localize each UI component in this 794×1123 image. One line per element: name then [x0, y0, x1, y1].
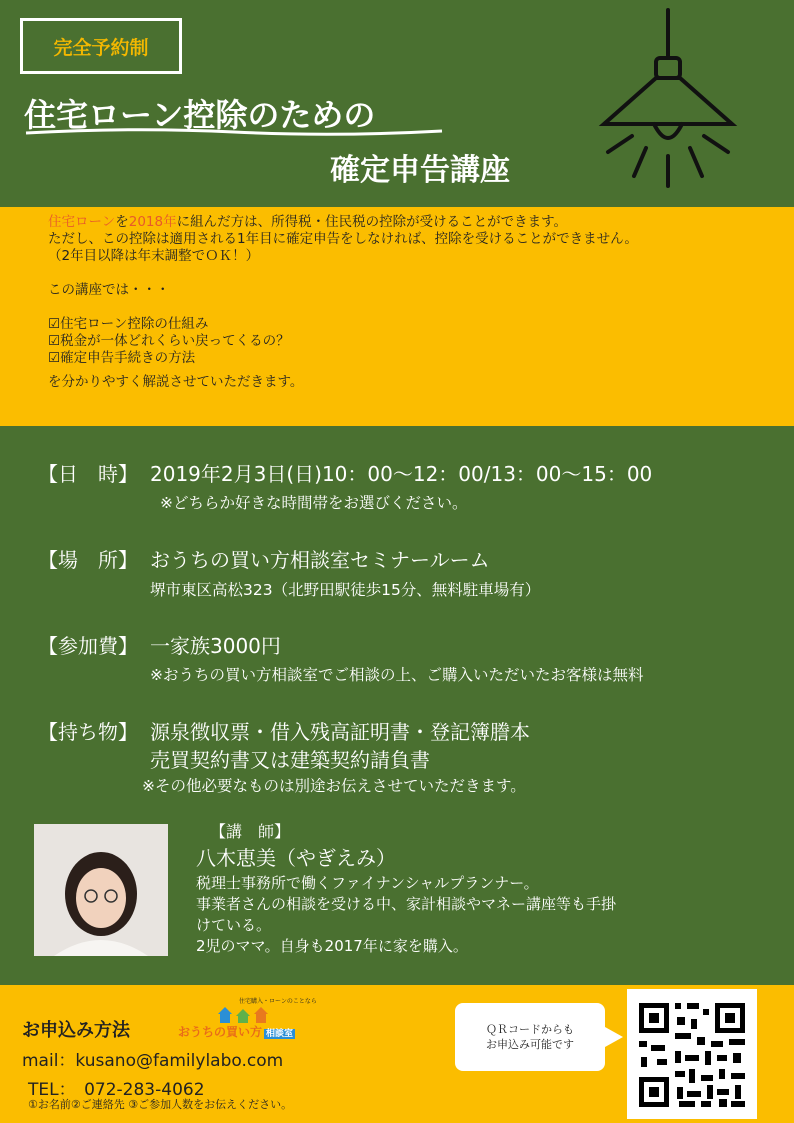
intro-line2: ただし、この控除は適用される1年目に確定申告をしなければ、控除を受けることができません。 — [48, 231, 638, 247]
items-label: 【持ち物】 — [38, 720, 138, 744]
lamp-icon — [596, 6, 746, 196]
highlight-year: 2018年 — [128, 214, 177, 230]
date-label: 【日 時】 — [38, 462, 138, 486]
qr-callout-line2: お申込み可能です — [486, 1038, 574, 1051]
fee-value: 一家族3000円 — [150, 634, 281, 658]
lecturer-name: 八木恵美（やぎえみ） — [196, 846, 396, 870]
company-logo — [178, 996, 338, 1040]
badge-text: 完全予約制 — [53, 36, 149, 59]
items-note: ※その他必要なものは別途お伝えさせていただきます。 — [142, 777, 526, 795]
logo-sub-text: 相談室 — [266, 1029, 294, 1039]
title-line2: 確定申告講座 — [330, 153, 510, 188]
qr-callout-line1: ＱＲコードからも — [486, 1023, 574, 1036]
title-underline — [24, 126, 444, 138]
contact-note: ①お名前②ご連絡先 ③ご参加人数をお伝えください。 — [28, 1098, 293, 1111]
intro-closing: を分かりやすく解説させていただきます。 — [48, 374, 304, 390]
date-note: ※どちらか好きな時間帯をお選びください。 — [160, 494, 468, 512]
intro-text: を — [115, 214, 129, 230]
intro-line3: （2年目以降は年末調整でＯＫ！） — [48, 248, 260, 264]
bio-line: 税理士事務所で働くファイナンシャルプランナー。 — [196, 874, 539, 892]
qr-code-icon — [627, 989, 757, 1119]
qr-callout — [455, 1003, 605, 1071]
intro-line1 — [48, 214, 794, 231]
lecturer-bio — [196, 873, 616, 957]
reservation-badge — [20, 18, 182, 74]
contact-tel[interactable]: TEL： 072-283-4062 — [28, 1080, 205, 1100]
check-item: ☑税金が一体どれくらい戻ってくるの？ — [48, 333, 290, 349]
contact-mail[interactable]: mail：kusano@familylabo.com — [22, 1051, 284, 1071]
check-item: ☑住宅ローン控除の仕組み — [48, 316, 209, 332]
bio-line: 事業者さんの相談を受ける中、家計相談やマネー講座等も手掛 — [196, 895, 617, 913]
fee-label: 【参加費】 — [38, 634, 138, 658]
place-label: 【場 所】 — [38, 548, 138, 572]
highlight-loan: 住宅ローン — [48, 214, 116, 230]
title-line1: 住宅ローン控除のための — [24, 96, 376, 134]
place-value: おうちの買い方相談室セミナールーム — [150, 548, 490, 572]
bio-line: けている。 — [196, 916, 272, 934]
items-value-2: 売買契約書又は建築契約請負書 — [150, 748, 430, 772]
items-value-1: 源泉徴収票・借入残高証明書・登記簿謄本 — [150, 720, 530, 744]
logo-main-text: おうちの買い方 — [178, 1025, 263, 1039]
intro-panel — [0, 207, 794, 426]
intro-text: に組んだ方は、所得税・住民税の控除が受けることができます。 — [176, 214, 568, 230]
lecturer-label: 【講 師】 — [210, 822, 291, 841]
apply-title: お申込み方法 — [22, 1020, 130, 1041]
logo-main — [178, 1023, 338, 1040]
place-note: 堺市東区高松323（北野田駅徒歩15分、無料駐車場有） — [150, 581, 541, 599]
logo-small-text: 住宅購入・ローンのことなら — [239, 998, 317, 1005]
houses-icon — [216, 1004, 270, 1024]
lecturer-photo — [34, 824, 168, 956]
fee-note: ※おうちの買い方相談室でご相談の上、ご購入いただいたお客様は無料 — [150, 666, 644, 684]
intro-line4: この講座では・・・ — [48, 282, 170, 298]
qr-code[interactable] — [627, 989, 757, 1119]
date-value: 2019年2月3日(日)10：00～12：00/13：00～15：00 — [150, 462, 653, 486]
bio-line: 2児のママ。自身も2017年に家を購入。 — [196, 937, 468, 955]
check-item: ☑確定申告手続きの方法 — [48, 350, 196, 366]
